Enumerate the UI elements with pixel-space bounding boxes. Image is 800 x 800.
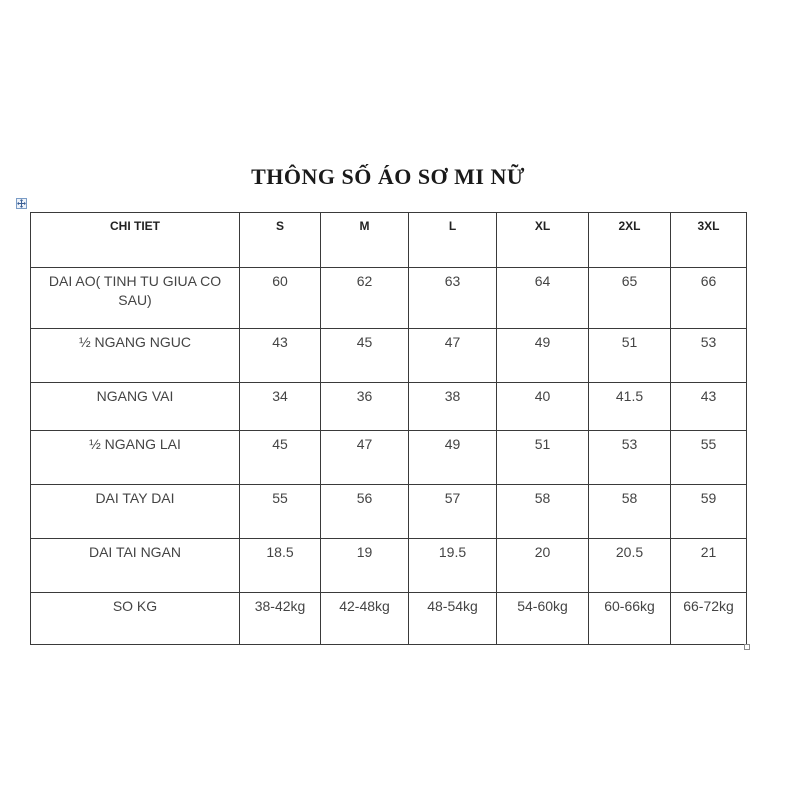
table-resize-handle-icon[interactable] (744, 644, 750, 650)
table-cell: 47 (409, 329, 497, 383)
table-row (31, 593, 747, 645)
table-cell: 66-72kg (671, 593, 747, 645)
table-cell: 18.5 (240, 539, 321, 593)
row-label: DAI TAY DAI (31, 485, 240, 539)
table-cell: 42-48kg (321, 593, 409, 645)
table-row (31, 431, 747, 485)
table-cell: 54-60kg (497, 593, 589, 645)
table-cell: 43 (671, 383, 747, 431)
size-spec-table (30, 212, 747, 645)
table-cell: 51 (589, 329, 671, 383)
table-row (31, 485, 747, 539)
table-row (31, 383, 747, 431)
header-cell-detail: CHI TIET (31, 213, 240, 268)
table-cell: 34 (240, 383, 321, 431)
table-cell: 51 (497, 431, 589, 485)
header-cell-size-m: M (321, 213, 409, 268)
table-cell: 45 (240, 431, 321, 485)
table-cell: 53 (671, 329, 747, 383)
table-cell: 64 (497, 268, 589, 329)
table-row (31, 268, 747, 329)
table-cell: 40 (497, 383, 589, 431)
table-cell: 45 (321, 329, 409, 383)
table-cell: 65 (589, 268, 671, 329)
table-cell: 55 (240, 485, 321, 539)
table-cell: 53 (589, 431, 671, 485)
table-cell: 56 (321, 485, 409, 539)
row-label: ½ NGANG LAI (31, 431, 240, 485)
row-label: DAI TAI NGAN (31, 539, 240, 593)
row-label: DAI AO( TINH TU GIUA CO SAU) (31, 268, 240, 329)
table-cell: 19 (321, 539, 409, 593)
table-cell: 66 (671, 268, 747, 329)
table-cell: 62 (321, 268, 409, 329)
table-cell: 41.5 (589, 383, 671, 431)
table-cell: 49 (497, 329, 589, 383)
table-cell: 63 (409, 268, 497, 329)
header-cell-size-3xl: 3XL (671, 213, 747, 268)
table-cell: 49 (409, 431, 497, 485)
header-cell-size-l: L (409, 213, 497, 268)
table-cell: 47 (321, 431, 409, 485)
table-cell: 19.5 (409, 539, 497, 593)
table-row (31, 539, 747, 593)
table-cell: 38-42kg (240, 593, 321, 645)
table-cell: 59 (671, 485, 747, 539)
table-cell: 20 (497, 539, 589, 593)
row-label: SO KG (31, 593, 240, 645)
document-title: THÔNG SỐ ÁO SƠ MI NỮ (251, 164, 525, 189)
table-cell: 58 (497, 485, 589, 539)
table-cell: 57 (409, 485, 497, 539)
table-cell: 43 (240, 329, 321, 383)
table-row (31, 329, 747, 383)
header-cell-size-xl: XL (497, 213, 589, 268)
table-cell: 55 (671, 431, 747, 485)
table-move-handle-icon[interactable] (16, 198, 27, 209)
table-cell: 60 (240, 268, 321, 329)
table-cell: 21 (671, 539, 747, 593)
table-cell: 38 (409, 383, 497, 431)
table-cell: 20.5 (589, 539, 671, 593)
row-label: ½ NGANG NGUC (31, 329, 240, 383)
header-cell-size-s: S (240, 213, 321, 268)
table-cell: 58 (589, 485, 671, 539)
header-cell-size-2xl: 2XL (589, 213, 671, 268)
table-cell: 36 (321, 383, 409, 431)
table-header-row (31, 213, 747, 268)
row-label: NGANG VAI (31, 383, 240, 431)
table-cell: 48-54kg (409, 593, 497, 645)
table-cell: 60-66kg (589, 593, 671, 645)
